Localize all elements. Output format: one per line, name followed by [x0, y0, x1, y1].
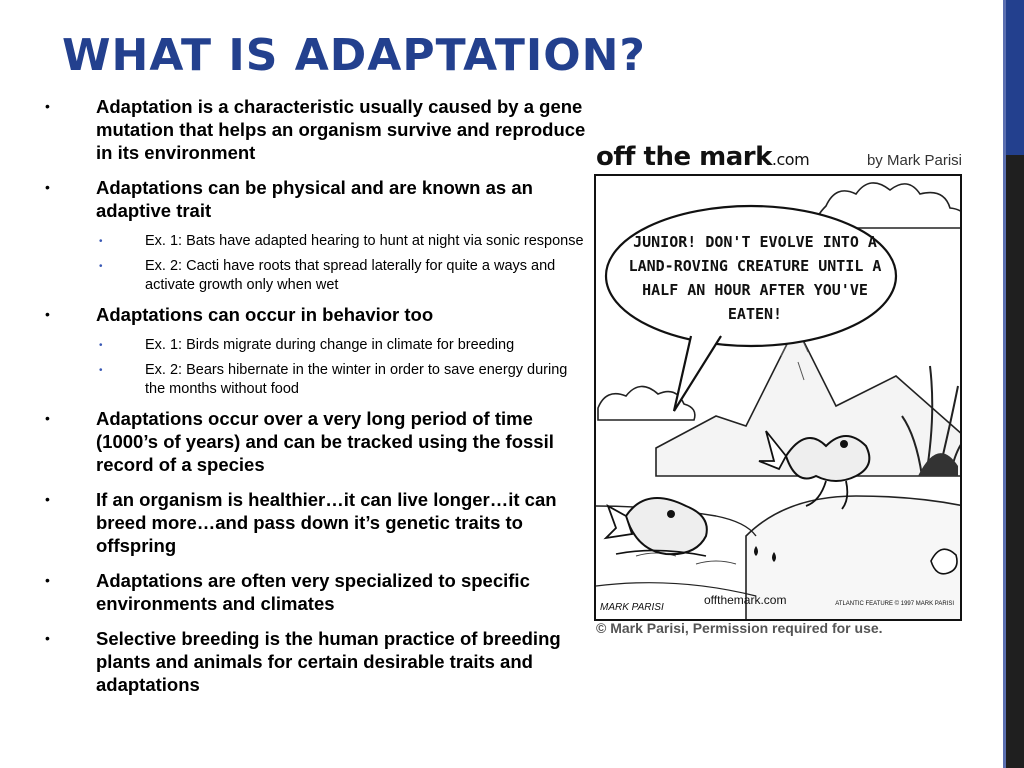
sub-bullet-item [99, 361, 589, 399]
bullet-item [44, 176, 589, 222]
bullet-dot: • [45, 491, 50, 507]
bullet-text: Adaptations can be physical and are known as an adaptive trait [96, 177, 533, 221]
bullet-dot: • [45, 410, 50, 426]
sub-bullet-list [99, 336, 589, 399]
sub-bullet-text: Ex. 1: Bats have adapted hearing to hunt at night via sonic response [145, 233, 584, 249]
bullet-item [44, 303, 589, 326]
sub-bullet-dot: • [99, 365, 103, 376]
comic-copyright: © Mark Parisi, Permission required for use. [596, 620, 883, 636]
bullet-text: If an organism is healthier…it can live longer…it can breed more…and pass down it’s genetic traits to offspring [96, 489, 557, 556]
bullet-dot: • [45, 572, 50, 588]
sub-bullet-dot: • [99, 236, 103, 247]
bullet-dot: • [45, 630, 50, 646]
sub-bullet-list [99, 232, 589, 295]
comic-panel [594, 174, 962, 621]
bullet-text: Adaptations occur over a very long period of time (1000’s of years) and can be tracked using the fossil record of a species [96, 408, 554, 475]
bullet-item [44, 95, 589, 164]
bullet-item [44, 627, 589, 696]
bullet-item [44, 407, 589, 476]
sub-bullet-item [99, 336, 589, 355]
bullet-item [44, 488, 589, 557]
sub-bullet-text: Ex. 2: Bears hibernate in the winter in order to save energy during the months without food [145, 362, 568, 397]
sub-bullet-dot: • [99, 261, 103, 272]
sub-bullet-text: Ex. 1: Birds migrate during change in climate for breeding [145, 337, 515, 353]
edge-accent [1006, 0, 1024, 155]
comic-feature: ATLANTIC FEATURE © 1997 MARK PARISI [835, 601, 954, 607]
fish-in-water [626, 498, 707, 554]
sub-bullet-text: Ex. 2: Cacti have roots that spread laterally for quite a ways and activate growth only when wet [145, 258, 556, 293]
bullet-dot: • [45, 306, 50, 322]
sub-bullet-dot: • [99, 340, 103, 351]
bullet-text: Adaptation is a characteristic usually caused by a gene mutation that helps an organism survive and reproduce in its environment [96, 96, 586, 163]
bullet-dot: • [45, 98, 50, 114]
artist-signature: MARK PARISI [600, 602, 664, 613]
comic-site: offthemark.com [704, 593, 787, 607]
bullet-text: Adaptations are often very specialized to specific environments and climates [96, 570, 530, 614]
speech-text: JUNIOR! DON'T EVOLVE INTO A LAND-ROVING CREATURE UNTIL A HALF AN HOUR AFTER YOU'VE EATEN! [628, 233, 882, 323]
bullet-text: Selective breeding is the human practice of breeding plants and animals for certain desirable traits and adaptations [96, 628, 561, 695]
comic-byline: by Mark Parisi [866, 152, 962, 169]
sub-bullet-item [99, 257, 589, 295]
bullet-item [44, 569, 589, 615]
comic [594, 140, 966, 640]
bullet-dot: • [45, 179, 50, 195]
bullet-text: Adaptations can occur in behavior too [96, 304, 434, 325]
comic-brand: off the mark.com [596, 142, 810, 172]
sub-bullet-item [99, 232, 589, 251]
slide-title: WHAT IS ADAPTATION? [62, 30, 646, 81]
bullet-list [44, 95, 589, 708]
